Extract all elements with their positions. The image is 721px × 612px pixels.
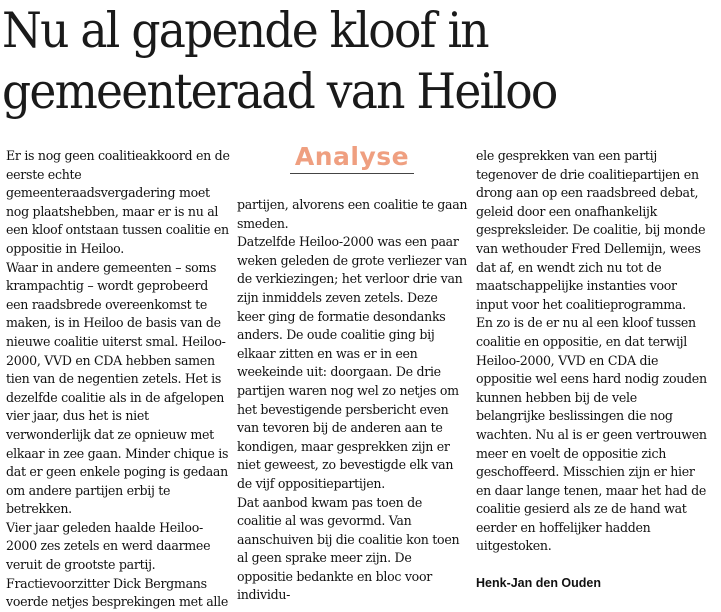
paragraph: Dat aanbod kwam pas toen de coalitie al was gevormd. Van aanschuiven bij die coalitie kon toen al geen sprake meer zijn. De oppositie bedankte en bloc voor individu- [237,494,460,603]
headline: Nu al gapende kloof in gemeenteraad van Heiloo [2,2,557,120]
paragraph: En zo is de er nu al een kloof tussen coalitie en oppositie, en dat terwijl Heiloo-2000, VVD en CDA die oppositie wel eens hard nodig zouden kunnen hebben bij de vele belangrijke beslissingen die nog wachten. Nu al is er geen vertrouwen meer en voelt de oppositie zich geschoffeerd. Misschien zijn er hier en daar lange tenen, maar het had de coalitie gesierd als ze de hand wat eerder en hoffelijker hadden uitgestoken. [476,315,707,554]
paragraph: Waar in andere gemeenten – soms krampachtig – wordt geprobeerd een raadsbrede overeenkomst te maken, is in Heiloo de basis van de nieuwe coalitie uiterst smal. Heiloo-2000, VVD en CDA hebben samen tien van de negentien zetels. Het is dezelfde coalitie als in de afgelopen vier jaar, dus het is niet verwonderlijk dat ze opnieuw met elkaar in zee gaan. Minder chique is dat er geen enkele poging is gedaan om andere partijen erbij te betrekken. [6,259,229,517]
paragraph: Er is nog geen coalitieakkoord en de eerste echte gemeenteraadsvergadering moet nog plaatshebben, maar er is nu al een kloof ontstaan tussen coalitie en oppositie in Heiloo. [6,148,230,256]
paragraph: partijen, alvorens een coalitie te gaan smeden. [237,197,468,231]
paragraph: Vier jaar geleden haalde Heiloo-2000 zes zetels en werd daarmee veruit de grootste partij. Fractievoorzitter Dick Bergmans voerde netjes besprekingen met alle [6,519,229,610]
column-1 [6,147,231,612]
section-kicker: Analyse [290,142,414,174]
paragraph: ele gesprekken van een partij tegenover de drie coalitiepartijen en drong aan op een raadsbreed debat, geleid door een onafhankelijk gespreksleider. De coalitie, bij monde van wethouder Fred Dellemijn, wees dat af, en wendt zich nu tot de maatschappelijke instanties voor input voor het coalitieprogramma. [476,148,706,312]
column-2 [237,196,468,605]
column-3 [476,147,708,593]
byline: Henk-Jan den Ouden [476,576,602,591]
paragraph: Datzelfde Heiloo-2000 was een paar weken geleden de grote verliezer van de verkiezingen; het verloor drie van zijn inmiddels zeven zetels. Deze keer ging de formatie desondanks anders. De oude coalitie ging bij elkaar zitten en was er in een weekeinde uit: doorgaan. De drie partijen waren nog wel zo netjes om het bevestigende persbericht even van tevoren bij de anderen aan te kondigen, maar gesprekken zijn er niet geweest, zo bevestigde elk van de vijf oppositiepartijen. [237,234,467,491]
